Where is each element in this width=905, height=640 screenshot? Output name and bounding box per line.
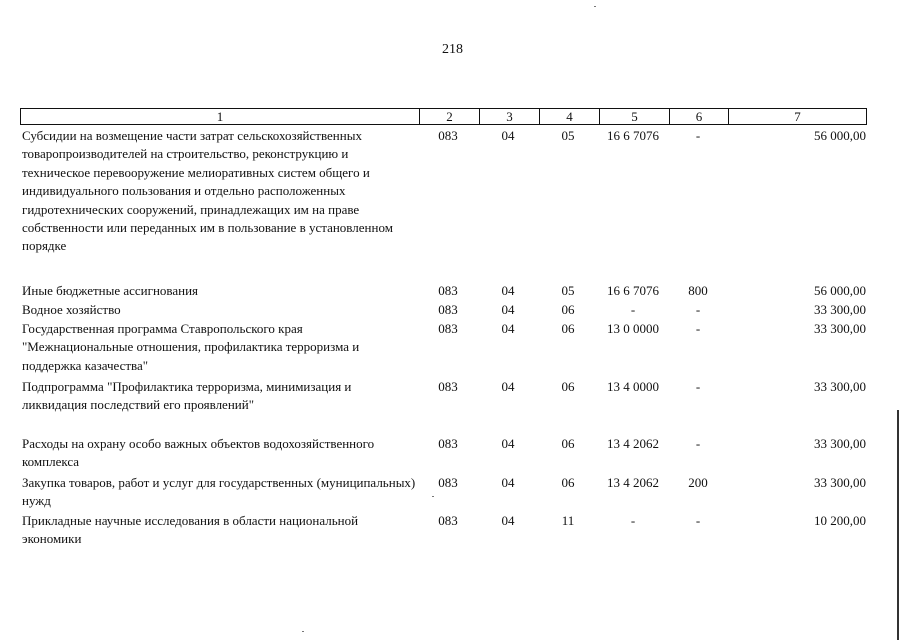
page-number: 218 bbox=[442, 42, 463, 57]
header-col-6: 6 bbox=[669, 109, 728, 124]
row-amount: 56 000,00 bbox=[814, 283, 866, 298]
row-code-2: 083 bbox=[438, 379, 458, 394]
scan-speck bbox=[432, 496, 434, 497]
scan-speck bbox=[302, 631, 304, 632]
row-code-6: - bbox=[695, 436, 701, 451]
row-code-3: 04 bbox=[501, 128, 515, 143]
row-name: Прикладные научные исследования в области национальной экономики bbox=[22, 513, 359, 547]
row-code-4: 06 bbox=[561, 302, 575, 317]
row-code-2: 083 bbox=[438, 283, 458, 298]
row-code-5: - bbox=[630, 513, 636, 528]
scan-edge-line bbox=[897, 410, 899, 640]
row-code-2: 083 bbox=[438, 475, 458, 490]
row-code-5: - bbox=[630, 302, 636, 317]
row-amount: 33 300,00 bbox=[814, 475, 866, 490]
row-name: Закупка товаров, работ и услуг для государственных (муниципальных) нужд bbox=[22, 475, 416, 509]
row-code-3: 04 bbox=[501, 321, 515, 336]
row-code-5: 16 6 7076 bbox=[607, 283, 659, 298]
scan-speck bbox=[594, 6, 596, 7]
row-code-4: 06 bbox=[561, 379, 575, 394]
header-col-7: 7 bbox=[728, 109, 866, 124]
row-code-6: - bbox=[695, 379, 701, 394]
header-col-1: 1 bbox=[216, 109, 224, 124]
row-name: Водное хозяйство bbox=[22, 302, 121, 317]
row-amount: 56 000,00 bbox=[814, 128, 866, 143]
row-code-4: 05 bbox=[561, 283, 575, 298]
row-code-2: 083 bbox=[438, 321, 458, 336]
row-code-5: 16 6 7076 bbox=[607, 128, 659, 143]
row-code-3: 04 bbox=[501, 302, 515, 317]
row-code-5: 13 4 2062 bbox=[607, 475, 659, 490]
row-code-6: - bbox=[695, 302, 701, 317]
row-amount: 33 300,00 bbox=[814, 436, 866, 451]
row-code-3: 04 bbox=[501, 283, 515, 298]
row-code-2: 083 bbox=[438, 302, 458, 317]
row-code-3: 04 bbox=[501, 379, 515, 394]
row-code-4: 05 bbox=[561, 128, 575, 143]
header-col-3: 3 bbox=[479, 109, 539, 124]
row-amount: 33 300,00 bbox=[814, 379, 866, 394]
header-col-5: 5 bbox=[599, 109, 669, 124]
row-code-6: - bbox=[695, 513, 701, 528]
row-code-2: 083 bbox=[438, 513, 458, 528]
row-name: Государственная программа Ставропольского края "Межнациональные отношения, профилактика терроризма и поддержка казачества" bbox=[22, 321, 360, 373]
row-code-3: 04 bbox=[501, 436, 515, 451]
row-name: Расходы на охрану особо важных объектов водохозяйственного комплекса bbox=[22, 436, 375, 470]
row-code-2: 083 bbox=[438, 436, 458, 451]
row-code-4: 06 bbox=[561, 321, 575, 336]
row-amount: 33 300,00 bbox=[814, 302, 866, 317]
row-code-3: 04 bbox=[501, 513, 515, 528]
header-col-2: 2 bbox=[419, 109, 479, 124]
row-code-5: 13 0 0000 bbox=[607, 321, 659, 336]
row-code-5: 13 4 0000 bbox=[607, 379, 659, 394]
row-code-3: 04 bbox=[501, 475, 515, 490]
row-code-5: 13 4 2062 bbox=[607, 436, 659, 451]
row-code-4: 06 bbox=[561, 436, 575, 451]
row-amount: 10 200,00 bbox=[814, 513, 866, 528]
row-code-6: - bbox=[695, 128, 701, 143]
row-code-4: 06 bbox=[561, 475, 575, 490]
row-name: Подпрограмма "Профилактика терроризма, минимизация и ликвидация последствий его проявлений" bbox=[22, 379, 352, 413]
row-amount: 33 300,00 bbox=[814, 321, 866, 336]
row-code-6: - bbox=[695, 321, 701, 336]
row-name: Иные бюджетные ассигнования bbox=[22, 283, 199, 298]
row-code-6: 200 bbox=[688, 475, 708, 490]
row-code-2: 083 bbox=[438, 128, 458, 143]
row-name: Субсидии на возмещение части затрат сельскохозяйственных товаропроизводителей на строительство, реконструкцию и техническое перевооружение мелиоративных систем общего и индивидуального пользования и отдельно расположенных гидротехнических сооружений, принадлежащих им на праве собственности или переданных им в пользование в установленном порядке bbox=[22, 128, 393, 254]
table-header bbox=[20, 108, 867, 125]
row-code-4: 11 bbox=[561, 513, 575, 528]
header-col-4: 4 bbox=[539, 109, 599, 124]
row-code-6: 800 bbox=[688, 283, 708, 298]
